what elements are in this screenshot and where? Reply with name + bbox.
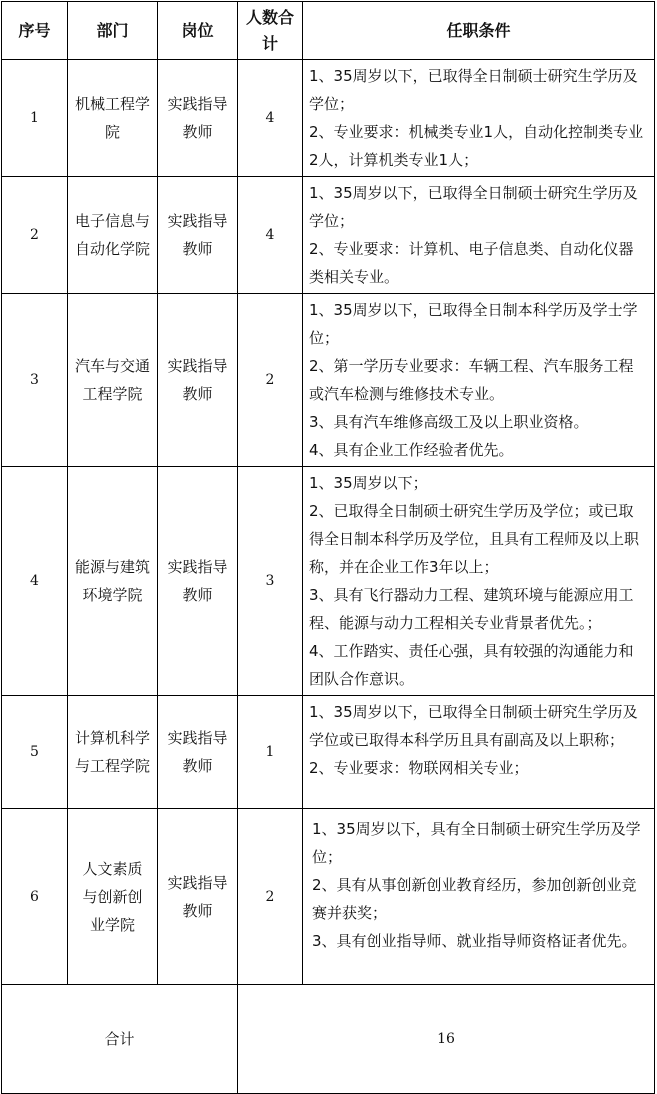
header-row — [2, 2, 655, 60]
recruitment-table — [1, 1, 655, 1094]
dept-cell: 电子信息与自动化学院 — [68, 177, 158, 294]
requirements-cell — [303, 177, 655, 294]
requirement-line: 2、具有从事创新创业教育经历，参加创新创业竞赛并获奖； — [312, 876, 637, 922]
count-cell: 2 — [238, 294, 303, 467]
header-count: 人数合计 — [238, 2, 303, 60]
count-cell: 4 — [238, 177, 303, 294]
requirement-line: 4、具有企业工作经验者优先。 — [309, 441, 514, 459]
seq-cell: 5 — [2, 696, 68, 809]
seq-cell: 2 — [2, 177, 68, 294]
table-row — [2, 696, 655, 809]
requirement-line: 3、具有创业指导师、就业指导师资格证者优先。 — [312, 932, 637, 950]
requirements-cell — [303, 467, 655, 696]
requirement-line: 1、35周岁以下，具有全日制硕士研究生学历及学位； — [312, 820, 641, 866]
seq-cell: 4 — [2, 467, 68, 696]
position-cell: 实践指导教师 — [158, 177, 238, 294]
count-cell: 4 — [238, 60, 303, 177]
position-cell: 实践指导教师 — [158, 467, 238, 696]
dept-cell: 汽车与交通工程学院 — [68, 294, 158, 467]
position-cell: 实践指导教师 — [158, 294, 238, 467]
table-row — [2, 177, 655, 294]
requirements-cell — [303, 60, 655, 177]
requirement-line: 3、具有汽车维修高级工及以上职业资格。 — [309, 413, 589, 431]
dept-cell: 能源与建筑环境学院 — [68, 467, 158, 696]
requirement-line: 2、专业要求：计算机、电子信息类、自动化仪器类相关专业。 — [309, 240, 634, 286]
position-cell: 实践指导教师 — [158, 696, 238, 809]
requirement-line: 1、35周岁以下，已取得全日制硕士研究生学历及学位； — [309, 184, 638, 230]
requirement-line: 4、工作踏实、责任心强，具有较强的沟通能力和团队合作意识。 — [309, 642, 634, 688]
position-cell: 实践指导教师 — [158, 809, 238, 985]
table-row — [2, 467, 655, 696]
position-cell: 实践指导教师 — [158, 60, 238, 177]
requirements-cell — [303, 696, 655, 809]
requirement-line: 3、具有飞行器动力工程、建筑环境与能源应用工程、能源与动力工程相关专业背景者优先。； — [309, 586, 634, 632]
table-row — [2, 294, 655, 467]
count-cell: 3 — [238, 467, 303, 696]
header-position: 岗位 — [158, 2, 238, 60]
count-cell: 2 — [238, 809, 303, 985]
dept-cell: 计算机科学与工程学院 — [68, 696, 158, 809]
requirement-line: 1、35周岁以下，已取得全日制硕士研究生学历及学位或已取得本科学历且具有副高及以上职称； — [309, 703, 638, 749]
seq-cell: 1 — [2, 60, 68, 177]
count-cell: 1 — [238, 696, 303, 809]
dept-cell: 人文素质与创新创业学院 — [68, 809, 158, 985]
header-seq: 序号 — [2, 2, 68, 60]
recruitment-table-page — [1, 1, 654, 1094]
table-row — [2, 809, 655, 985]
requirements-cell — [303, 809, 655, 985]
requirement-line: 1、35周岁以下，已取得全日制硕士研究生学历及学位； — [309, 67, 638, 113]
total-label: 合计 — [2, 985, 238, 1094]
dept-cell: 机械工程学院 — [68, 60, 158, 177]
requirement-line: 2、专业要求：物联网相关专业； — [309, 759, 529, 777]
table-row — [2, 60, 655, 177]
requirement-line: 2、专业要求：机械类专业1人，自动化控制类专业2人，计算机类专业1人； — [309, 123, 644, 169]
header-dept: 部门 — [68, 2, 158, 60]
total-row — [2, 985, 655, 1094]
header-requirements: 任职条件 — [303, 2, 655, 60]
requirement-line: 1、35周岁以下； — [309, 474, 428, 492]
requirement-line: 2、已取得全日制硕士研究生学历及学位；或已取得全日制本科学历及学位，且具有工程师及以上职称，并在企业工作3年以上； — [309, 502, 640, 576]
seq-cell: 3 — [2, 294, 68, 467]
requirements-cell — [303, 294, 655, 467]
requirement-line: 1、35周岁以下，已取得全日制本科学历及学士学位； — [309, 301, 638, 347]
total-value: 16 — [238, 985, 655, 1094]
requirement-line: 2、第一学历专业要求：车辆工程、汽车服务工程或汽车检测与维修技术专业。 — [309, 357, 634, 403]
seq-cell: 6 — [2, 809, 68, 985]
